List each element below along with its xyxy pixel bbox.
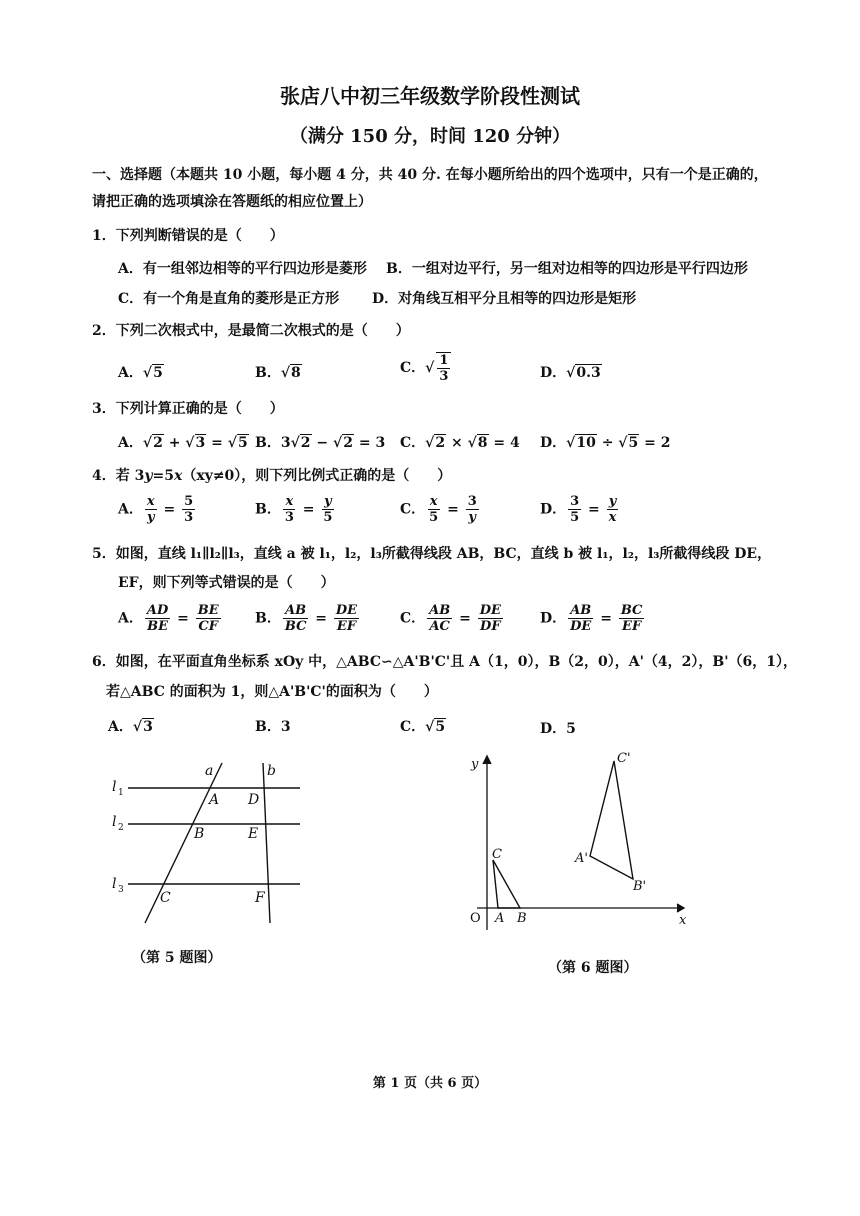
label-point-Cp: C' — [617, 751, 631, 766]
q5-stem-line2: EF，则下列等式错误的是（ ） — [118, 575, 335, 591]
q3-option-a: A．√2 + √3 = √5 — [118, 435, 248, 451]
q3-option-c: C．√2 × √8 = 4 — [400, 435, 520, 451]
triangle-ABC — [493, 860, 520, 908]
q5-option-d: D． $\frac{AB}{DE}$ = $\frac{BC}{EF}$ — [540, 603, 643, 634]
q5-option-c: C． $\frac{AB}{AC}$ = $\frac{DE}{DF}$ — [400, 603, 501, 634]
q2-option-d: D．√0.3 — [540, 365, 601, 381]
q5-stem-line1: 5．如图，直线 l₁∥l₂∥l₃，直线 a 被 l₁，l₂，l₃所截得线段 AB，BC，直线 b 被 l₁，l₂，l₃所截得线段 DE， — [92, 546, 772, 562]
label-point-C: C — [492, 847, 502, 862]
section-instructions-line1: 一、选择题（本题共 10 小题，每小题 4 分，共 40 分. 在每小题所给出的四个选项中，只有一个是正确的， — [92, 167, 768, 183]
figure-6-coordinate-plane — [455, 748, 695, 934]
label-point-F: F — [255, 890, 265, 906]
label-origin: O — [470, 911, 481, 926]
q2-option-c: C．√ $\frac{1}{3}$ — [400, 352, 453, 384]
label-b: b — [267, 763, 276, 779]
label-a: a — [205, 763, 214, 779]
q3-stem: 3．下列计算正确的是（ ） — [92, 401, 284, 417]
label-point-Bp: B' — [633, 879, 647, 894]
q4-option-d: D． $\frac{3}{5}$ = $\frac{y}{x}$ — [540, 494, 617, 525]
label-l1-sub: 1 — [118, 788, 124, 798]
q1-option-d: D．对角线互相平分且相等的四边形是矩形 — [372, 291, 637, 307]
label-l3-sub: 3 — [118, 885, 124, 895]
q1-option-b: B．一组对边平行，另一组对边相等的四边形是平行四边形 — [386, 261, 748, 277]
figure-5-parallel-lines — [100, 755, 330, 935]
q2-option-a: A．√5 — [118, 365, 163, 381]
q2-option-b: B．√8 — [255, 365, 301, 381]
line-a — [145, 763, 222, 923]
page-title: 张店八中初三年级数学阶段性测试 — [280, 84, 580, 108]
q5-option-a: A． $\frac{AD}{BE}$ = $\frac{BE}{CF}$ — [118, 603, 219, 634]
q1-stem: 1．下列判断错误的是（ ） — [92, 228, 284, 244]
label-point-B: B — [194, 826, 205, 842]
y-axis-arrow — [483, 756, 491, 764]
q4-option-c: C． $\frac{x}{5}$ = $\frac{3}{y}$ — [400, 494, 477, 525]
q6-option-d: D．5 — [540, 721, 576, 737]
label-point-A: A — [495, 911, 505, 926]
page-subtitle: （满分 150 分，时间 120 分钟） — [289, 126, 571, 147]
figure-5-caption: （第 5 题图） — [132, 950, 222, 966]
x-axis-arrow — [677, 904, 684, 912]
q6-stem-line2: 若△ABC 的面积为 1，则△A'B'C'的面积为（ ） — [106, 684, 438, 700]
q6-option-b: B．3 — [255, 719, 291, 735]
q4-option-a: A． $\frac{x}{y}$ = $\frac{5}{3}$ — [118, 494, 194, 525]
q6-option-c: C．√5 — [400, 719, 446, 735]
triangle-ApBpCp — [590, 761, 633, 879]
label-point-E: E — [248, 826, 259, 842]
label-point-Ap: A' — [575, 851, 588, 866]
q1-option-a: A．有一组邻边相等的平行四边形是菱形 — [118, 261, 367, 277]
label-x: x — [679, 913, 687, 928]
label-point-A: A — [209, 792, 220, 808]
label-l3: l — [112, 876, 117, 892]
q5-option-b: B． $\frac{AB}{BC}$ = $\frac{DE}{EF}$ — [255, 603, 358, 634]
q6-option-a: A．√3 — [108, 719, 153, 735]
q3-option-b: B．3√2 − √2 = 3 — [255, 435, 386, 451]
q6-stem-line1: 6．如图，在平面直角坐标系 xOy 中，△ABC∽△A'B'C'且 A（1，0），B（2，0），A'（4，2），B'（6，1）， — [92, 654, 797, 670]
label-point-B: B — [517, 911, 527, 926]
label-l2: l — [112, 814, 117, 830]
figure-6-caption: （第 6 题图） — [548, 960, 638, 976]
label-point-D: D — [248, 792, 260, 808]
q1-option-c: C．有一个角是直角的菱形是正方形 — [118, 291, 340, 307]
label-point-C: C — [160, 890, 171, 906]
section-instructions-line2: 请把正确的选项填涂在答题纸的相应位置上） — [92, 194, 372, 210]
page-number: 第 1 页（共 6 页） — [372, 1076, 488, 1091]
q4-stem: 4．若 3y=5x（xy≠0），则下列比例式正确的是（ ） — [92, 468, 452, 484]
q4-option-b: B． $\frac{x}{3}$ = $\frac{y}{5}$ — [255, 494, 333, 525]
q3-option-d: D．√10 ÷ √5 = 2 — [540, 435, 671, 451]
label-l1: l — [112, 779, 117, 795]
label-l2-sub: 2 — [118, 823, 124, 833]
q2-stem: 2．下列二次根式中，是最简二次根式的是（ ） — [92, 323, 410, 339]
label-y: y — [471, 757, 479, 772]
